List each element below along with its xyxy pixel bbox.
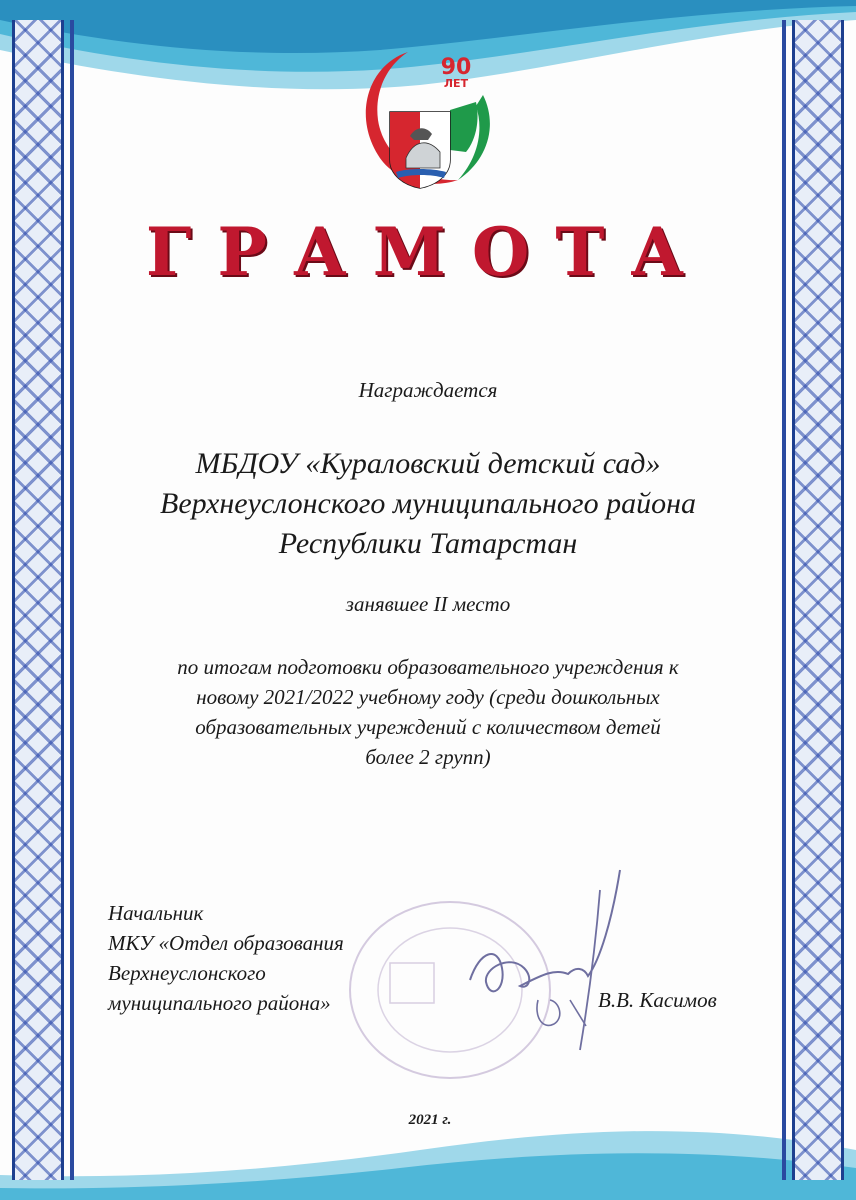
signatory-name: В.В. Касимов (598, 988, 717, 1012)
organization-name (100, 444, 756, 564)
certificate-title: ГРАМОТА (145, 213, 711, 291)
bottom-wave-decoration (0, 1090, 856, 1200)
place-text: занявшее II место (345, 592, 511, 616)
awarded-label: Награждается (358, 378, 498, 402)
left-ornament-border (12, 20, 64, 1180)
position-line: муниципального района» (108, 991, 331, 1015)
issue-year: 2021 г. (408, 1112, 452, 1128)
reason-line: новому 2021/2022 учебному году (среди дошкольных (196, 685, 660, 709)
organization-line: Республики Татарстан (278, 527, 578, 560)
handwritten-signature (450, 850, 640, 1060)
organization-line: МБДОУ «Кураловский детский сад» (195, 447, 661, 480)
position-line: Начальник (108, 901, 204, 925)
reason-line: более 2 групп) (365, 745, 491, 769)
right-ornament-border (792, 20, 844, 1180)
reason-line: образовательных учреждений с количеством детей (195, 715, 661, 739)
organization-line: Верхнеуслонского муниципального района (160, 487, 696, 520)
left-inner-line (70, 20, 74, 1180)
anniversary-number: 90 (440, 55, 472, 80)
right-inner-line (782, 20, 786, 1180)
position-line: МКУ «Отдел образования (108, 931, 344, 955)
award-reason (110, 652, 746, 772)
anniversary-emblem (348, 40, 498, 195)
position-line: Верхнеуслонского (108, 961, 266, 985)
signatory-position (108, 898, 344, 1018)
reason-line: по итогам подготовки образовательного учреждения к (177, 655, 679, 679)
anniversary-word: ЛЕТ (443, 77, 469, 90)
